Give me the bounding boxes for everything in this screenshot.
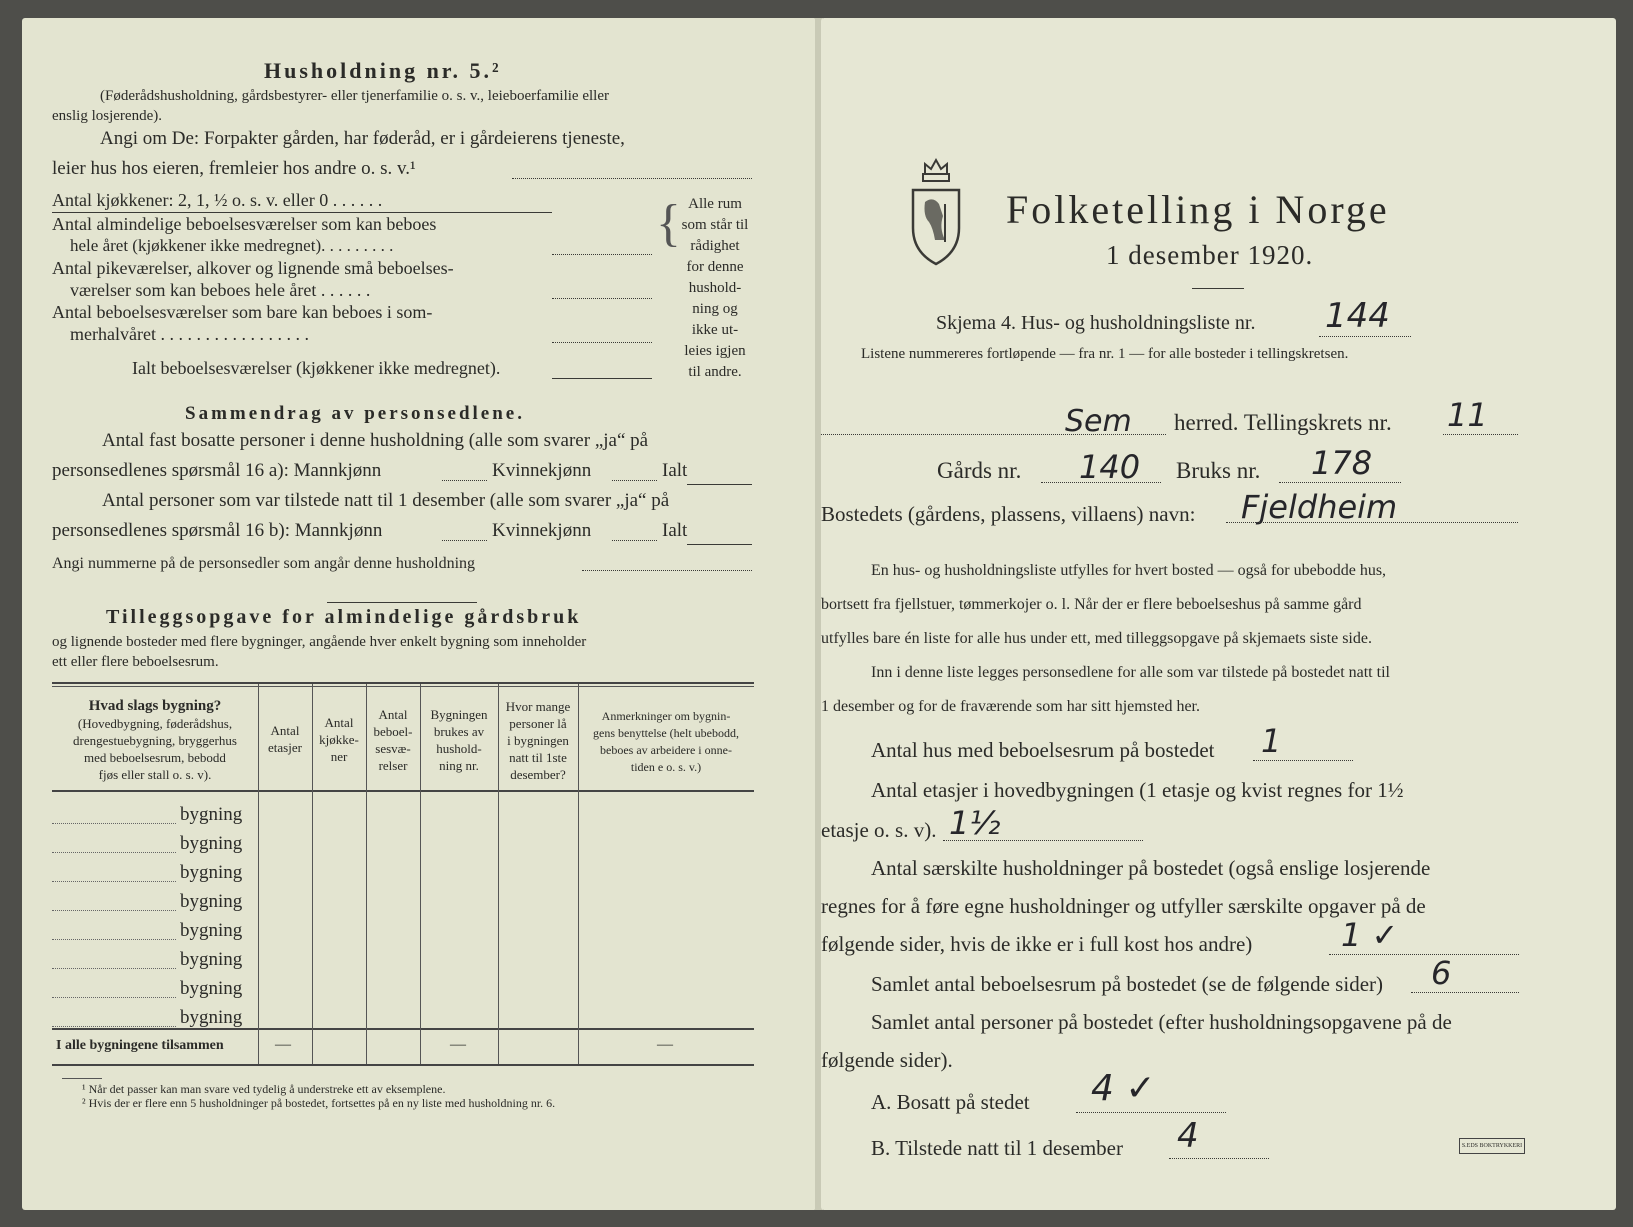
bosted-value: Fjeldheim	[1241, 488, 1398, 526]
herred-value: Sem	[1065, 404, 1132, 439]
col-header-etasjer: Antal etasjer	[268, 723, 302, 755]
col-header-husholdning: Bygningen brukes av hushold- ning nr.	[430, 707, 488, 773]
coat-of-arms-icon	[909, 156, 963, 268]
rooms-line-7: merhalvåret . . . . . . . . . . . . . . . . .	[70, 324, 309, 344]
summary-1a: Antal fast bosatte personer i denne husholdning (alle som svarer „ja“ på	[102, 430, 649, 451]
skjema-label: Skjema 4. Hus- og husholdningsliste nr.	[936, 312, 1256, 334]
table-row: bygning	[180, 862, 243, 883]
col-header-beboelse: Antal beboel- sesvæ- relser	[373, 707, 413, 773]
table-row: bygning	[180, 891, 243, 912]
bruks-label: Bruks nr.	[1176, 458, 1261, 483]
summary-2a: Antal personer som var tilstede natt til 1 desember (alle som svarer „ja“ på	[102, 490, 670, 511]
table-row: bygning	[180, 920, 243, 941]
table-row: bygning	[180, 978, 243, 999]
kvinne-1: Kvinnekjønn	[492, 460, 592, 481]
saer-value: 1 ✓	[1341, 916, 1399, 954]
document-title: Folketelling i Norge	[1006, 187, 1390, 232]
ialt-2: Ialt	[662, 520, 688, 541]
left-page	[22, 18, 817, 1210]
rooms-line-3: hele året (kjøkkener ikke medregnet). . . . . . . . .	[70, 236, 394, 255]
household-heading: Husholdning nr. 5.²	[264, 58, 502, 83]
col-header-personer: Hvor mange personer lå i bygningen natt til 1ste desember?	[505, 699, 571, 782]
herred-label: herred. Tellingskrets nr.	[1174, 410, 1392, 435]
col-header-anmerkninger: Anmerkninger om bygnin- gens benyttelse (helt ubebodd, beboes av arbeidere i onne- tiden e o. s. v.)	[593, 709, 739, 774]
tilstede-label: B. Tilstede natt til 1 desember	[871, 1136, 1123, 1160]
angi-text: Angi om De: Forpakter gården, har føderåd, er i gårdeierens tjeneste,	[100, 128, 625, 149]
ialt-1: Ialt	[662, 460, 688, 481]
skjema-value: 144	[1325, 296, 1390, 336]
instr-4: Inn i denne liste legges personsedlene for alle som var tilstede på bostedet natt til	[871, 664, 1390, 681]
intro-text: (Føderådshusholdning, gårdsbestyrer- eller tjenerfamilie o. s. v., leieboerfamilie eller	[100, 88, 609, 104]
tillegg-heading: Tilleggsopgave for almindelige gårdsbruk	[106, 606, 582, 628]
gards-value: 140	[1079, 448, 1141, 486]
etasjer-value: 1½	[949, 804, 1001, 842]
right-page	[821, 18, 1616, 1210]
gards-label: Gårds nr.	[937, 458, 1022, 483]
saer-label-1: Antal særskilte husholdninger på bostedet (også enslige losjerende	[871, 856, 1431, 880]
listene-text: Listene nummereres fortløpende — fra nr. 1 — for alle bosteder i tellingskretsen.	[861, 346, 1349, 362]
table-row: bygning	[180, 1007, 243, 1028]
printer-stamp: S.EDS BOKTRYKKERI	[1459, 1138, 1525, 1154]
angi-text-2: leier hus hos eieren, fremleier hos andre o. s. v.¹	[52, 158, 416, 179]
document-date: 1 desember 1920.	[1106, 240, 1314, 270]
total-dash: —	[450, 1036, 466, 1053]
rooms-line-2: Antal almindelige beboelsesværelser som kan beboes	[52, 214, 437, 234]
tillegg-2: ett eller flere beboelsesrum.	[52, 654, 219, 670]
table-row: bygning	[180, 833, 243, 854]
etasjer-label: Antal etasjer i hovedbygningen (1 etasje og kvist regnes for 1½	[871, 778, 1404, 802]
instr-1: En hus- og husholdningsliste utfylles for hvert bosted — også for ubebodde hus,	[871, 562, 1387, 579]
footnote-2: ² Hvis der er flere enn 5 husholdninger på bostedet, fortsettes på en ny liste med husholdning nr. 6.	[82, 1096, 556, 1110]
side-note: Alle rum som står til rådighet for denne hushold- ning og ikke ut- leies igjen til andre.	[681, 196, 749, 380]
instr-2: bortsett fra fjellstuer, tømmerkojer o. l. Når der er flere beboelseshus på samme gård	[821, 596, 1362, 613]
angi-nummerne: Angi nummerne på de personsedler som angår denne husholdning	[52, 555, 476, 572]
footnote-1: ¹ Når det passer kan man svare ved tydelig å understreke ett av eksemplene.	[82, 1082, 446, 1096]
rooms-line-4: Antal pikeværelser, alkover og lignende små beboelses-	[52, 258, 454, 278]
table-row: bygning	[180, 804, 243, 825]
tillegg-1: og lignende bosteder med flere bygninger, angående hver enkelt bygning som inneholder	[52, 634, 587, 650]
antal-hus-label: Antal hus med beboelsesrum på bostedet	[871, 738, 1215, 762]
instr-5: 1 desember og for de fraværende som har sitt hjemsted her.	[821, 698, 1200, 715]
samlet-pers-2: følgende sider).	[821, 1048, 953, 1072]
bosatt-label: A. Bosatt på stedet	[871, 1090, 1030, 1114]
krets-value: 11	[1447, 396, 1488, 434]
antal-hus-value: 1	[1261, 722, 1282, 760]
rooms-line-1: Antal kjøkkener: 2, 1, ½ o. s. v. eller 0 . . . . . .	[52, 190, 383, 210]
col-header-kjokkener: Antal kjøkke- ner	[319, 715, 359, 764]
samlet-rum-value: 6	[1431, 954, 1452, 992]
tilstede-value: 4	[1177, 1116, 1199, 1156]
etasjer-label-2: etasje o. s. v).	[821, 818, 937, 842]
intro-text-2: enslig losjerende).	[52, 108, 162, 124]
total-dash: —	[657, 1036, 673, 1053]
summary-2b: personsedlenes spørsmål 16 b): Mannkjønn	[52, 520, 383, 541]
bruks-value: 178	[1311, 444, 1373, 482]
bosatt-value: 4 ✓	[1091, 1068, 1156, 1109]
summary-1b: personsedlenes spørsmål 16 a): Mannkjønn	[52, 460, 382, 481]
samlet-pers-1: Samlet antal personer på bostedet (efter husholdningsopgavene på de	[871, 1010, 1452, 1034]
rooms-line-5: værelser som kan beboes hele året . . . . . .	[70, 280, 371, 300]
rooms-total: Ialt beboelsesværelser (kjøkkener ikke medregnet).	[132, 358, 501, 378]
total-dash: —	[275, 1036, 291, 1053]
kvinne-2: Kvinnekjønn	[492, 520, 592, 541]
instr-3: utfylles bare én liste for alle hus under ett, med tilleggsopgave på skjemaets siste side.	[821, 630, 1372, 647]
summary-heading: Sammendrag av personsedlene.	[185, 403, 525, 424]
total-row-label: I alle bygningene tilsammen	[56, 1038, 224, 1053]
rooms-line-6: Antal beboelsesværelser som bare kan beboes i som-	[52, 302, 433, 322]
samlet-rum-label: Samlet antal beboelsesrum på bostedet (se de følgende sider)	[871, 972, 1383, 996]
table-row: bygning	[180, 949, 243, 970]
bosted-label: Bostedets (gårdens, plassens, villaens) navn:	[821, 502, 1196, 526]
saer-label-2: regnes for å føre egne husholdninger og utfyller særskilte opgaver på de	[821, 894, 1426, 918]
saer-label-3: følgende sider, hvis de ikke er i full kost hos andre)	[821, 932, 1253, 956]
col-header-type: Hvad slags bygning? (Hovedbygning, føderådshus, drengestuebygning, bryggerhus med beboelsesrum, bebodd fjøs eller stall o. s. v).	[73, 698, 237, 782]
brace: {	[656, 195, 681, 252]
